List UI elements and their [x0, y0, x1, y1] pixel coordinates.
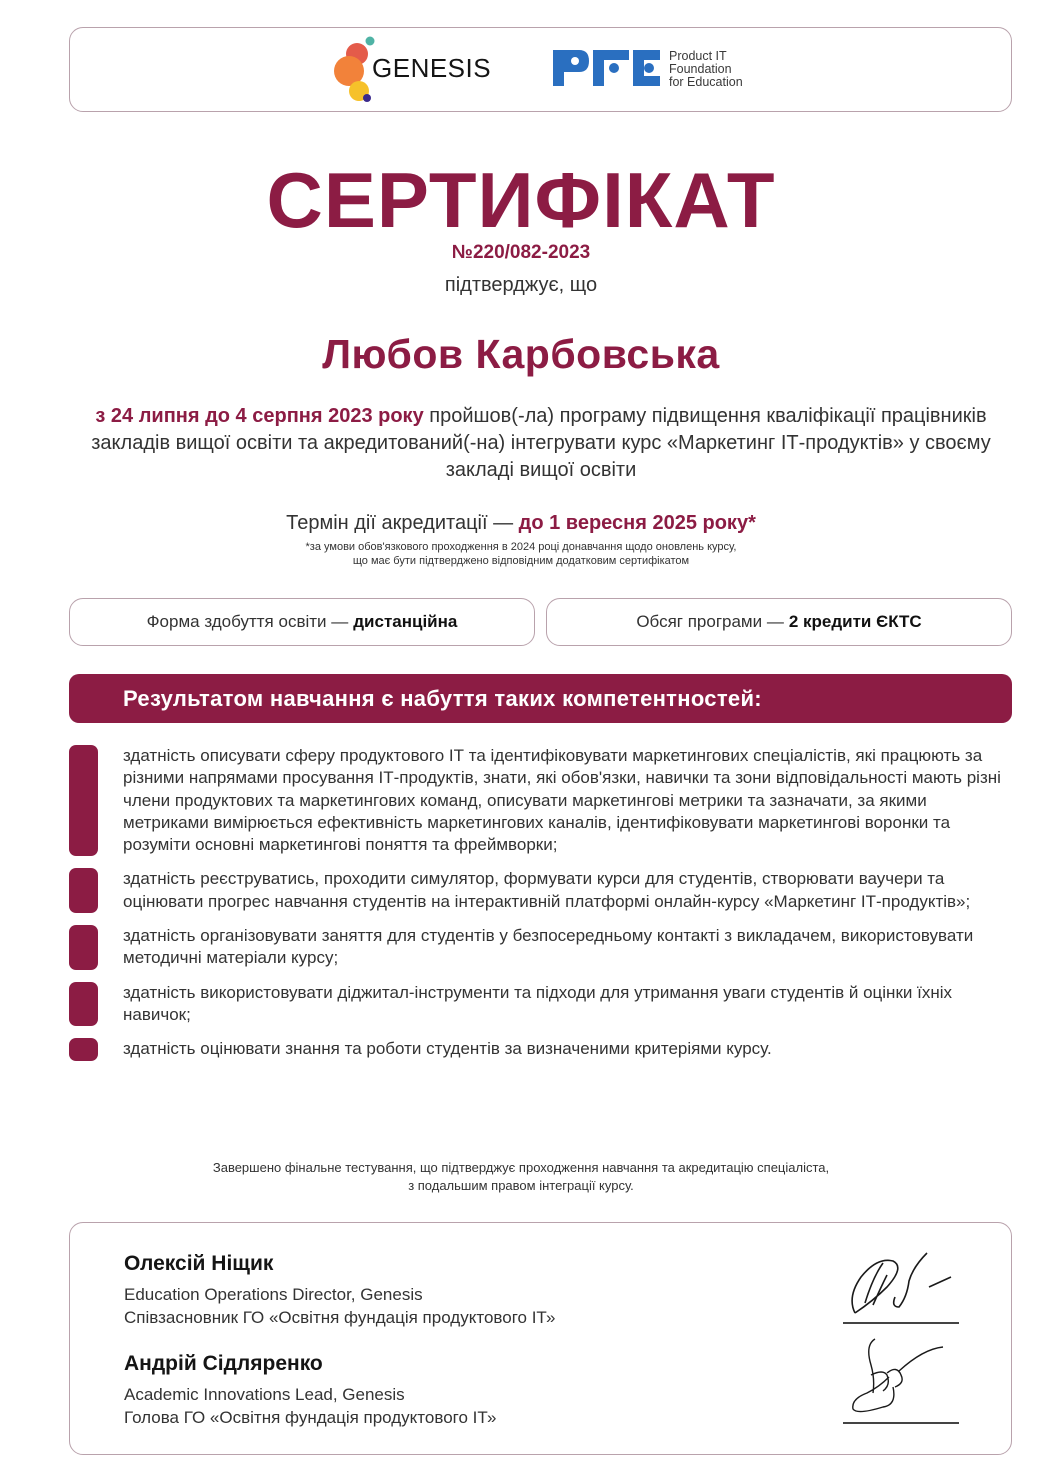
logo-header — [69, 27, 1012, 112]
confirms-text: підтверджує, що — [444, 274, 598, 296]
competency-text: здатність оцінювати знання та роботи студентів за визначеними критеріями курсу. — [123, 1039, 772, 1059]
program-description-text: пройшов(-ла) програму підвищення кваліфікації працівників закладів вищої освіти та акредитований(-на) інтегрувати курс «Маркетинг ІТ-продуктів» у своєму закладі вищої освіти — [91, 405, 991, 481]
signer-2-org-role: Голова ГО «Освітня фундація продуктового ІТ» — [124, 1408, 497, 1427]
pfe-line-1: Product IT — [669, 49, 727, 63]
competency-item — [69, 745, 1012, 856]
competency-item — [69, 868, 1012, 913]
footnote-line-1: *за умови обов'язкового проходження в 2024 році донавчання щодо оновлень курсу, — [305, 541, 737, 553]
signer-2-name: Андрій Сідляренко — [124, 1352, 323, 1375]
footnote-line-2: що має бути підтверджено відповідним додатковим сертифікатом — [352, 555, 690, 567]
signer-1-org-role: Співзасновник ГО «Освітня фундація продуктового ІТ» — [124, 1308, 556, 1327]
competency-marker — [69, 982, 98, 1027]
competency-text: здатність використовувати діджитал-інструменти та підходи для утримання уваги студентів й оцінки їхніх навичок; — [123, 982, 952, 1024]
signer-1-role: Education Operations Director, Genesis — [124, 1285, 423, 1304]
signature-2-icon — [843, 1335, 959, 1417]
program-volume-label: Обсяг програми — — [636, 612, 784, 631]
competency-item — [69, 925, 1012, 970]
competency-text: здатність описувати сферу продуктового ІТ та ідентифіковувати маркетингових спеціалістів, які працюють за різними напрямами просування ІТ-продуктів, знати, які обов'язки, навички та зони відповідальності мають різні члени продуктових та маркетингових команд, описувати маркетингові метрики та зазначати, за якими метриками вимірюється ефективність маркетингових каналів, ідентифіковувати маркетингові воронки та розуміти основні маркетингові поняття та фреймворки; — [123, 746, 1001, 855]
education-form-box — [69, 598, 535, 646]
signatures-panel — [69, 1222, 1012, 1455]
certificate-title: СЕРТИФІКАТ — [266, 156, 776, 244]
competency-marker — [69, 868, 98, 913]
education-form-value: дистанційна — [353, 612, 458, 631]
closing-line-1: Завершено фінальне тестування, що підтверджує проходження навчання та акредитацію спеціаліста, — [212, 1160, 830, 1175]
program-volume-value: 2 кредити ЄКТС — [788, 612, 922, 631]
signer-2-role: Academic Innovations Lead, Genesis — [124, 1385, 405, 1404]
competency-marker — [69, 745, 98, 856]
program-volume-box — [546, 598, 1012, 646]
signature-1-icon — [843, 1247, 959, 1319]
competency-item — [69, 982, 1012, 1027]
competency-item — [69, 1038, 1012, 1060]
signer-1-name: Олексій Ніщик — [124, 1252, 274, 1275]
genesis-dot-purple — [363, 94, 371, 102]
competency-text: здатність організовувати заняття для студентів у безпосередньому контакті з викладачем, використовувати методичні матеріали курсу; — [123, 926, 974, 968]
genesis-dot-teal — [366, 37, 375, 46]
genesis-logo-text: GENESIS — [372, 53, 492, 83]
competencies-list — [69, 745, 1012, 1073]
competency-text: здатність реєструватись, проходити симулятор, формувати курси для студентів, створювати ваучери та оцінювати прогрес навчання студентів на інтерактивній платформі онлайн-курсу «Маркетинг ІТ-продуктів»; — [123, 869, 971, 911]
program-description — [60, 403, 1022, 484]
pfe-line-2: Foundation — [669, 62, 732, 76]
pfe-logo-text — [669, 50, 743, 89]
competencies-heading: Результатом навчання є набуття таких компетентностей: — [69, 674, 1012, 723]
certificate-number: №220/082-2023 — [451, 242, 591, 263]
validity-footnote — [0, 540, 1042, 568]
education-form-label: Форма здобуття освіти — — [146, 612, 349, 631]
recipient-name: Любов Карбовська — [322, 331, 720, 377]
validity-label: Термін дії акредитації — — [286, 512, 519, 534]
pfe-logo-icon — [553, 48, 661, 88]
validity-value: до 1 вересня 2025 року* — [518, 512, 756, 534]
competency-marker — [69, 1038, 98, 1060]
closing-statement — [0, 1159, 1042, 1195]
accreditation-validity — [0, 510, 1042, 536]
closing-line-2: з подальшим правом інтеграції курсу. — [408, 1178, 634, 1193]
pfe-line-3: for Education — [669, 75, 743, 89]
program-period: з 24 липня до 4 серпня 2023 року — [95, 405, 424, 427]
competency-marker — [69, 925, 98, 970]
signature-1-line — [843, 1322, 959, 1324]
signature-2-line — [843, 1422, 959, 1424]
